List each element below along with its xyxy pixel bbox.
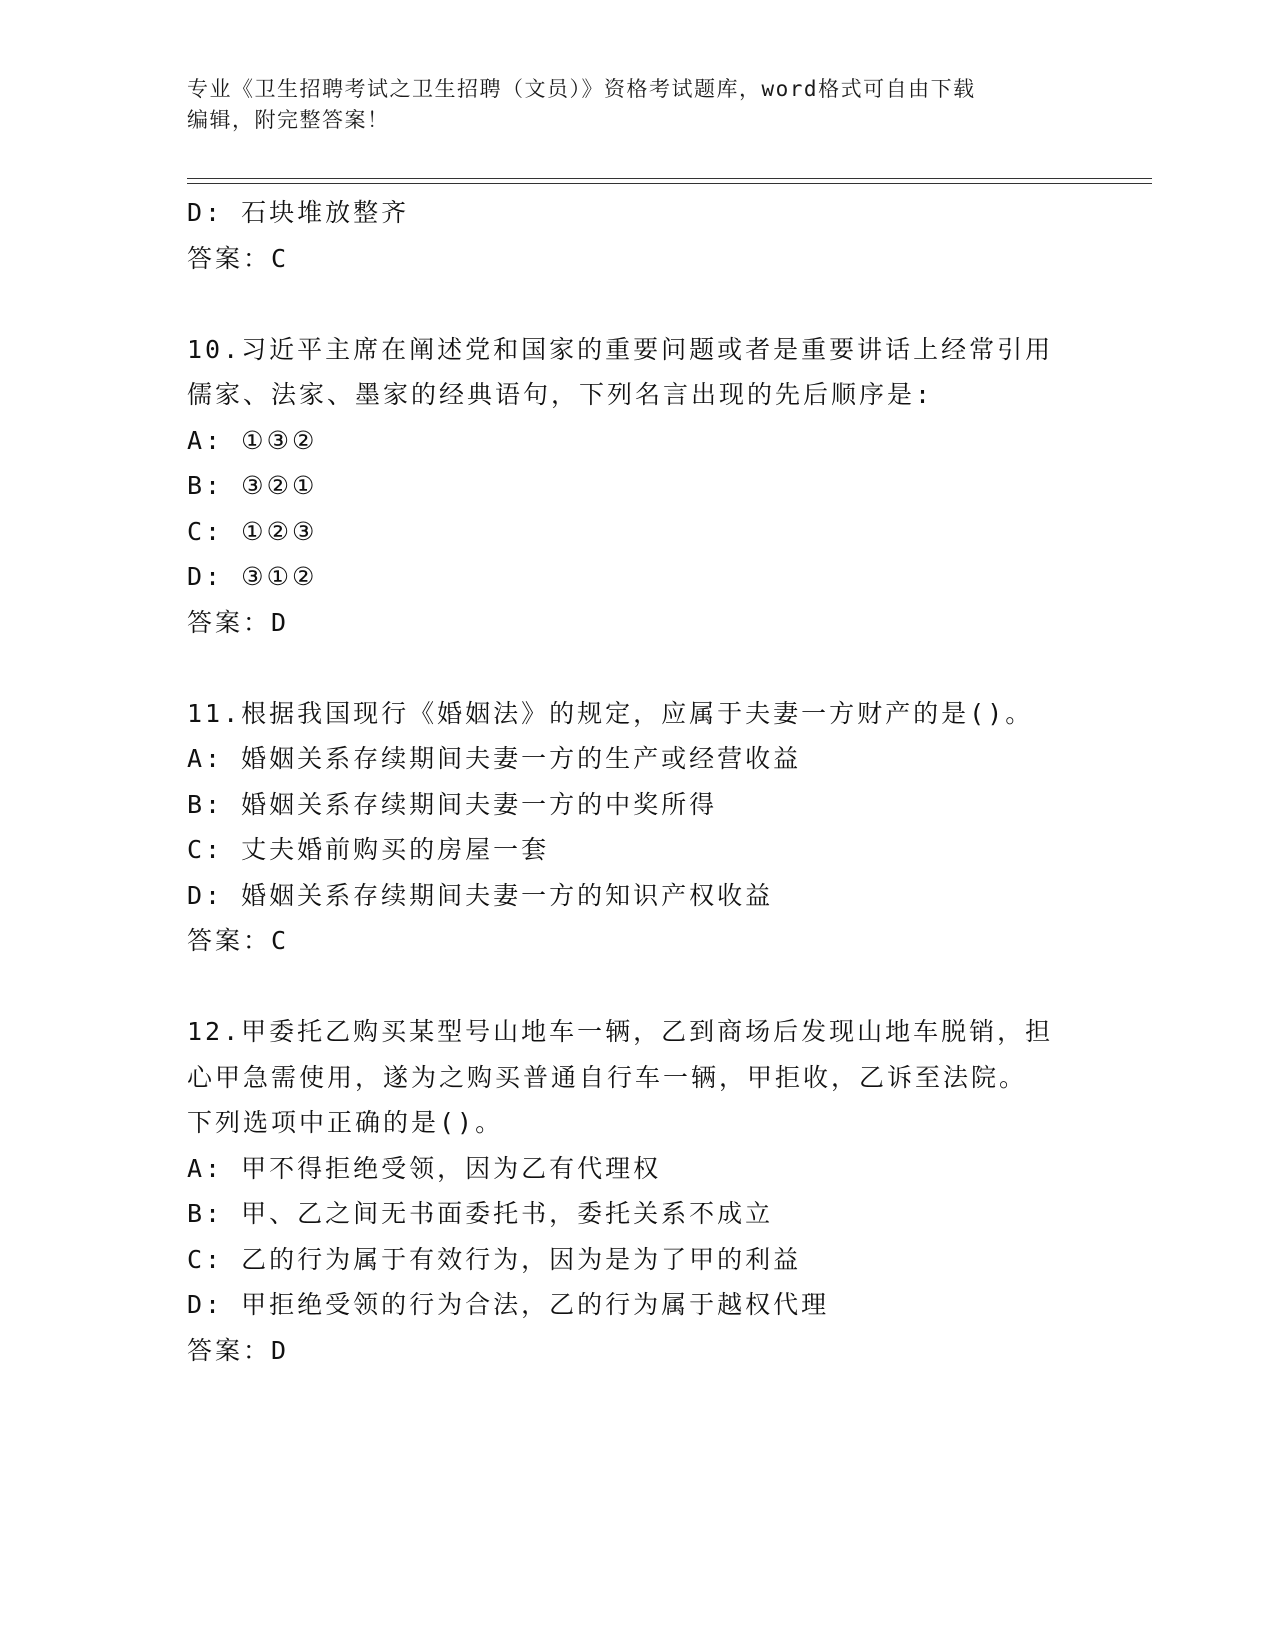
option-a: A: 婚姻关系存续期间夫妻一方的生产或经营收益 (187, 744, 802, 773)
question-10 (187, 327, 1087, 646)
header-divider-top (187, 178, 1152, 179)
spacer (187, 645, 1087, 691)
answer: 答案：D (187, 607, 290, 637)
option-d: D: 婚姻关系存续期间夫妻一方的知识产权收益 (187, 880, 774, 910)
question-stem-line: 下列选项中正确的是()。 (187, 1108, 504, 1137)
question-9-tail (187, 190, 1087, 281)
answer: 答案：D (187, 1335, 290, 1365)
option-b: B: 婚姻关系存续期间夫妻一方的中奖所得 (187, 789, 718, 819)
option-a: A: 甲不得拒绝受领，因为乙有代理权 (187, 1153, 662, 1183)
document-header (187, 74, 1067, 136)
option-d: D: 甲拒绝受领的行为合法，乙的行为属于越权代理 (187, 1290, 830, 1319)
question-stem-line: 11.根据我国现行《婚姻法》的规定，应属于夫妻一方财产的是()。 (187, 698, 1034, 728)
header-divider-bottom (187, 183, 1152, 184)
option-c: C: 丈夫婚前购买的房屋一套 (187, 835, 550, 864)
question-stem-line: 10.习近平主席在阐述党和国家的重要问题或者是重要讲话上经常引用 (187, 334, 1054, 364)
question-11 (187, 691, 1087, 964)
answer: 答案：C (187, 243, 290, 273)
answer: 答案：C (187, 926, 290, 955)
option-b: B: ③②① (187, 471, 318, 500)
option-d: D: ③①② (187, 562, 318, 591)
spacer (187, 964, 1087, 1010)
question-stem-line: 12.甲委托乙购买某型号山地车一辆，乙到商场后发现山地车脱销，担 (187, 1017, 1054, 1046)
option-c: C: 乙的行为属于有效行为，因为是为了甲的利益 (187, 1244, 802, 1274)
header-line-2: 编辑，附完整答案！ (187, 108, 390, 132)
option-b: B: 甲、乙之间无书面委托书，委托关系不成立 (187, 1199, 774, 1228)
question-12 (187, 1009, 1087, 1373)
question-stem-line: 儒家、法家、墨家的经典语句，下列名言出现的先后顺序是: (187, 380, 934, 409)
option-d: D: 石块堆放整齐 (187, 198, 410, 227)
option-a: A: ①③② (187, 425, 318, 455)
question-content (187, 190, 1087, 1373)
question-stem-line: 心甲急需使用，遂为之购买普通自行车一辆，甲拒收，乙诉至法院。 (187, 1062, 1028, 1092)
spacer (187, 281, 1087, 327)
option-c: C: ①②③ (187, 516, 318, 546)
header-line-1: 专业《卫生招聘考试之卫生招聘（文员）》资格考试题库，word格式可自由下载 (187, 77, 976, 101)
